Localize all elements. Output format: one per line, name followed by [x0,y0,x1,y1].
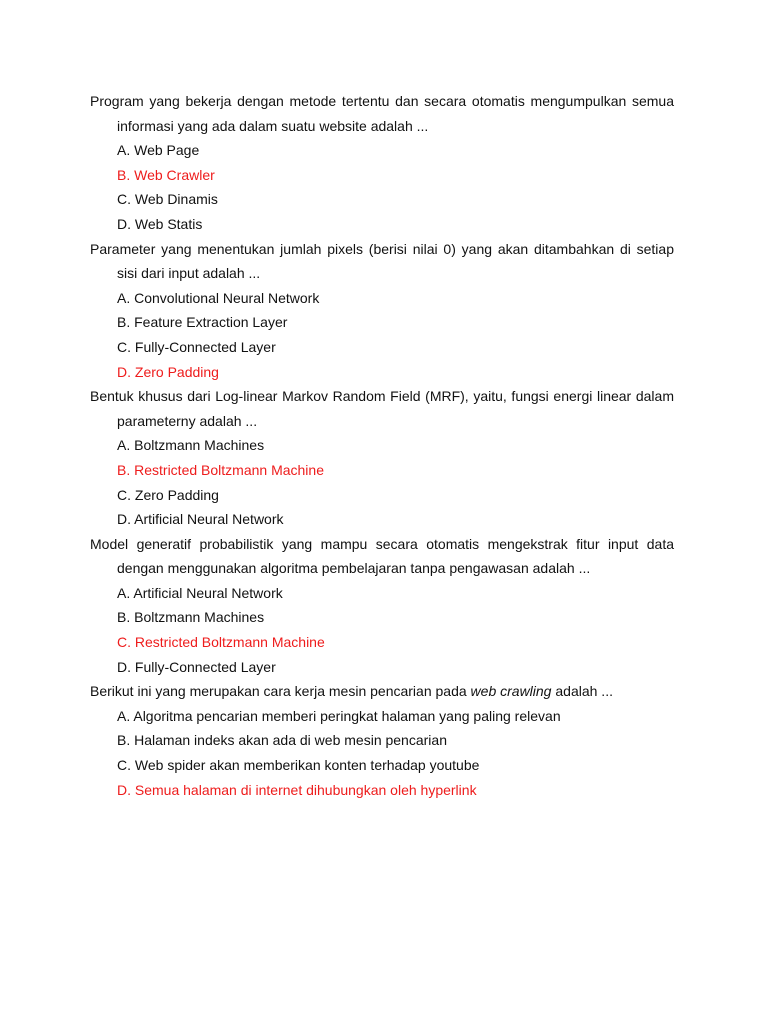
option-text: Feature Extraction Layer [134,314,288,331]
question-3-option-d [90,507,674,532]
question-1-stem [90,89,674,138]
option-text: Restricted Boltzmann Machine [134,634,325,651]
option-letter: B. [117,732,131,749]
question-1-option-c [90,187,674,212]
question-4-stem [90,532,674,581]
option-letter: D. [117,363,131,380]
question-5-stem-italic: web crawling [470,683,552,700]
question-3-option-c [90,483,674,508]
option-text: Zero Padding [134,486,219,503]
question-4-options [90,581,674,679]
question-3-option-b [90,458,674,483]
question-5-options [90,704,674,802]
option-letter: D. [117,658,131,675]
option-letter: A. [117,707,131,724]
question-4-stem-text: Model generatif probabilistik yang mampu secara otomatis mengekstrak fitur input data dengan menggunakan algoritma pembelajaran tanpa pengawasan adalah ... [90,535,674,577]
option-text: Web Dinamis [134,191,218,208]
option-text: Web Crawler [134,166,215,183]
option-letter: C. [117,191,131,208]
question-5-stem-tail: adalah ... [551,683,613,700]
question-2 [90,237,674,385]
question-2-option-c [90,335,674,360]
option-letter: A. [117,142,131,159]
question-1-options [90,138,674,236]
option-text: Semua halaman di internet dihubungkan oleh hyperlink [134,781,477,798]
question-2-stem-text: Parameter yang menentukan jumlah pixels (berisi nilai 0) yang akan ditambahkan di setiap sisi dari input adalah ... [90,240,674,282]
question-5-option-d [90,778,674,803]
option-letter: D. [117,511,131,528]
option-text: Web Statis [134,215,203,232]
question-5-option-c [90,753,674,778]
option-text: Zero Padding [134,363,219,380]
quiz-list [90,89,674,802]
option-text: Artificial Neural Network [134,511,284,528]
question-3 [90,384,674,532]
option-letter: C. [117,634,131,651]
option-letter: B. [117,609,131,626]
question-2-option-b [90,310,674,335]
question-3-options [90,433,674,531]
question-1-option-a [90,138,674,163]
option-letter: A. [117,584,131,601]
question-3-stem-text: Bentuk khusus dari Log-linear Markov Random Field (MRF), yaitu, fungsi energi linear dalam parameterny adalah ... [90,388,674,429]
option-text: Algoritma pencarian memberi peringkat halaman yang paling relevan [133,707,561,724]
question-1-option-d [90,212,674,237]
option-text: Boltzmann Machines [134,609,265,626]
option-letter: C. [117,486,131,503]
option-text: Restricted Boltzmann Machine [134,461,324,478]
option-letter: D. [117,215,131,232]
option-letter: C. [117,757,131,774]
question-5 [90,679,674,802]
option-letter: A. [117,289,131,306]
option-text: Web spider akan memberikan konten terhadap youtube [134,757,480,774]
option-text: Boltzmann Machines [134,437,265,454]
question-4-option-c [90,630,674,655]
question-4-option-d [90,655,674,680]
question-1 [90,89,674,237]
question-4 [90,532,674,680]
option-letter: C. [117,338,131,355]
question-2-option-d [90,360,674,385]
question-2-options [90,286,674,384]
option-text: Artificial Neural Network [133,584,283,601]
option-text: Web Page [134,142,200,159]
question-1-stem-text: Program yang bekerja dengan metode tertentu dan secara otomatis mengumpulkan semua informasi yang ada dalam suatu website adalah ... [90,93,674,134]
option-text: Fully-Connected Layer [134,658,276,675]
option-text: Halaman indeks akan ada di web mesin pencarian [134,732,447,749]
option-letter: A. [117,437,131,454]
question-4-option-a [90,581,674,606]
option-text: Convolutional Neural Network [134,289,320,306]
question-5-stem [90,679,674,704]
option-letter: B. [117,166,131,183]
question-5-stem-text: Berikut ini yang merupakan cara kerja mesin pencarian pada [90,683,471,700]
question-4-option-b [90,605,674,630]
option-text: Fully-Connected Layer [134,338,276,355]
question-3-stem [90,384,674,433]
question-2-option-a [90,286,674,311]
question-3-option-a [90,433,674,458]
question-5-option-b [90,728,674,753]
question-5-option-a [90,704,674,729]
option-letter: B. [117,314,131,331]
option-letter: B. [117,461,131,478]
question-2-stem [90,237,674,286]
option-letter: D. [117,781,131,798]
question-1-option-b [90,163,674,188]
